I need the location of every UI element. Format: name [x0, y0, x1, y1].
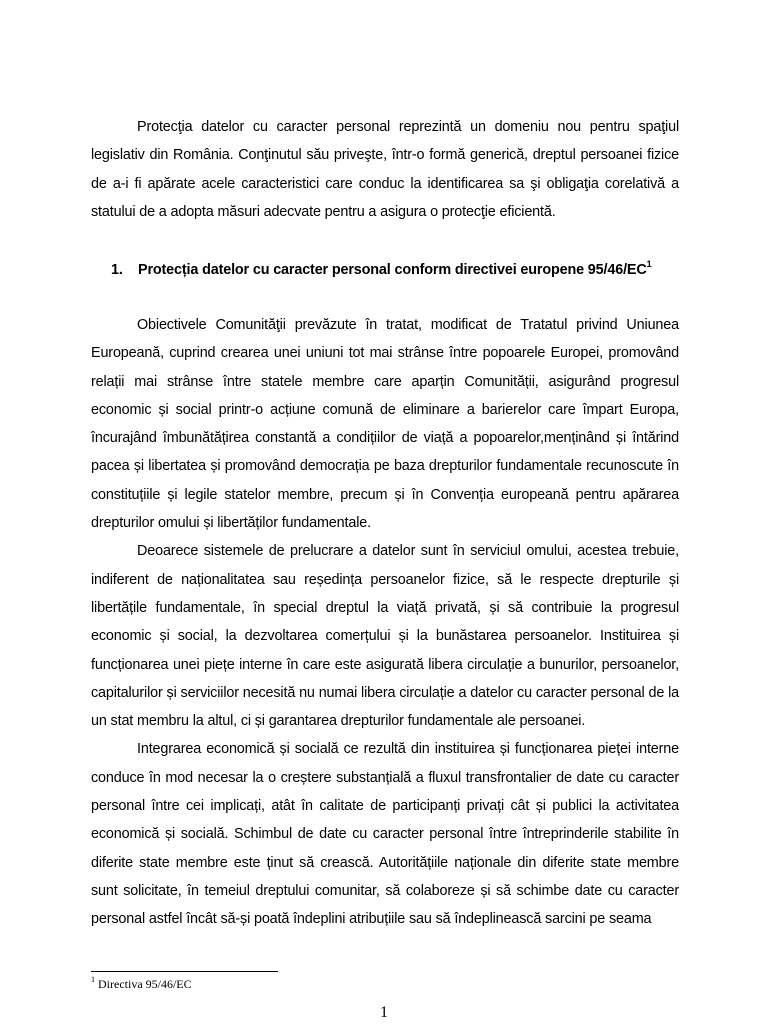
footnote-text: Directiva 95/46/EC [98, 977, 192, 991]
intro-block [91, 113, 679, 226]
footnote-separator [91, 971, 278, 972]
intro-paragraph: Protecţia datelor cu caracter personal reprezintă un domeniu nou pentru spaţiul legislativ din România. Conţinutul său priveşte, într-o formă generică, dreptul persoanei fizice de a-i fi apărate acele caracteristici care conduc la identificarea sa şi obligaţia corelativă a statului de a adopta măsuri adecvate pentru a asigura o protecţie eficientă. [91, 119, 679, 220]
section-heading [111, 256, 711, 284]
section-title: Protecția datelor cu caracter personal conform directivei europene 95/46/EC [138, 262, 647, 278]
footnote-marker: 1 [91, 975, 95, 984]
body-paragraph-3: Integrarea economică și socială ce rezultă din instituirea și funcționarea pieței interne conduce în mod necesar la o creștere substanțială a fluxul transfrontalier de date cu caracter personal între cei implicați, atât în calitate de participanți privați cât și publici la activitatea economică și socială. Schimbul de date cu caracter personal între întreprinderile stabilite în diferite state membre este ținut să crească. Autoritățiile naționale din diferite state membre sunt solicitate, în temeiul dreptului comunitar, să colaboreze și să schimbe date cu caracter personal astfel încât să-și poată îndeplini atribuțiile sau să îndeplinească sarcini pe seama [91, 741, 679, 928]
body-paragraph-1: Obiectivele Comunităţii prevăzute în tratat, modificat de Tratatul privind Uniunea Europeană, cuprind crearea unei uniuni tot mai strânse între popoarele Europei, promovând relații mai strânse între statele membre care aparțin Comunității, asigurând progresul economic și social printr-o acțiune comună de eliminare a barierelor care împart Europa, încurajând îmbunătățirea constantă a condițiilor de viață a popoarelor,menținând și întărind pacea și libertatea și promovând democrația pe baza drepturilor fundamentale recunoscute în constituțiile și legile statelor membre, precum și în Convenția europeană pentru apărarea drepturilor omului și libertăților fundamentale. [91, 317, 679, 532]
main-body [91, 311, 679, 934]
page-number: 1 [380, 1004, 388, 1021]
footnote-reference[interactable]: 1 [646, 259, 652, 270]
section-number: 1. [111, 262, 123, 278]
footnote [91, 976, 192, 992]
body-paragraph-2: Deoarece sistemele de prelucrare a datelor sunt în serviciul omului, acestea trebuie, indiferent de naționalitatea sau reședința persoanelor fizice, să le respecte drepturile și libertățile fundamentale, în special dreptul la viață privată, și să contribuie la progresul economic și social, la dezvoltarea comerțului și la bunăstarea persoanelor. Instituirea și funcționarea unei piețe interne în care este asigurată libera circulație a bunurilor, persoanelor, capitalurilor și serviciilor necesită nu numai libera circulație a datelor cu caracter personal de la un stat membru la altul, ci și garantarea drepturilor fundamentale ale persoanei. [91, 543, 679, 730]
